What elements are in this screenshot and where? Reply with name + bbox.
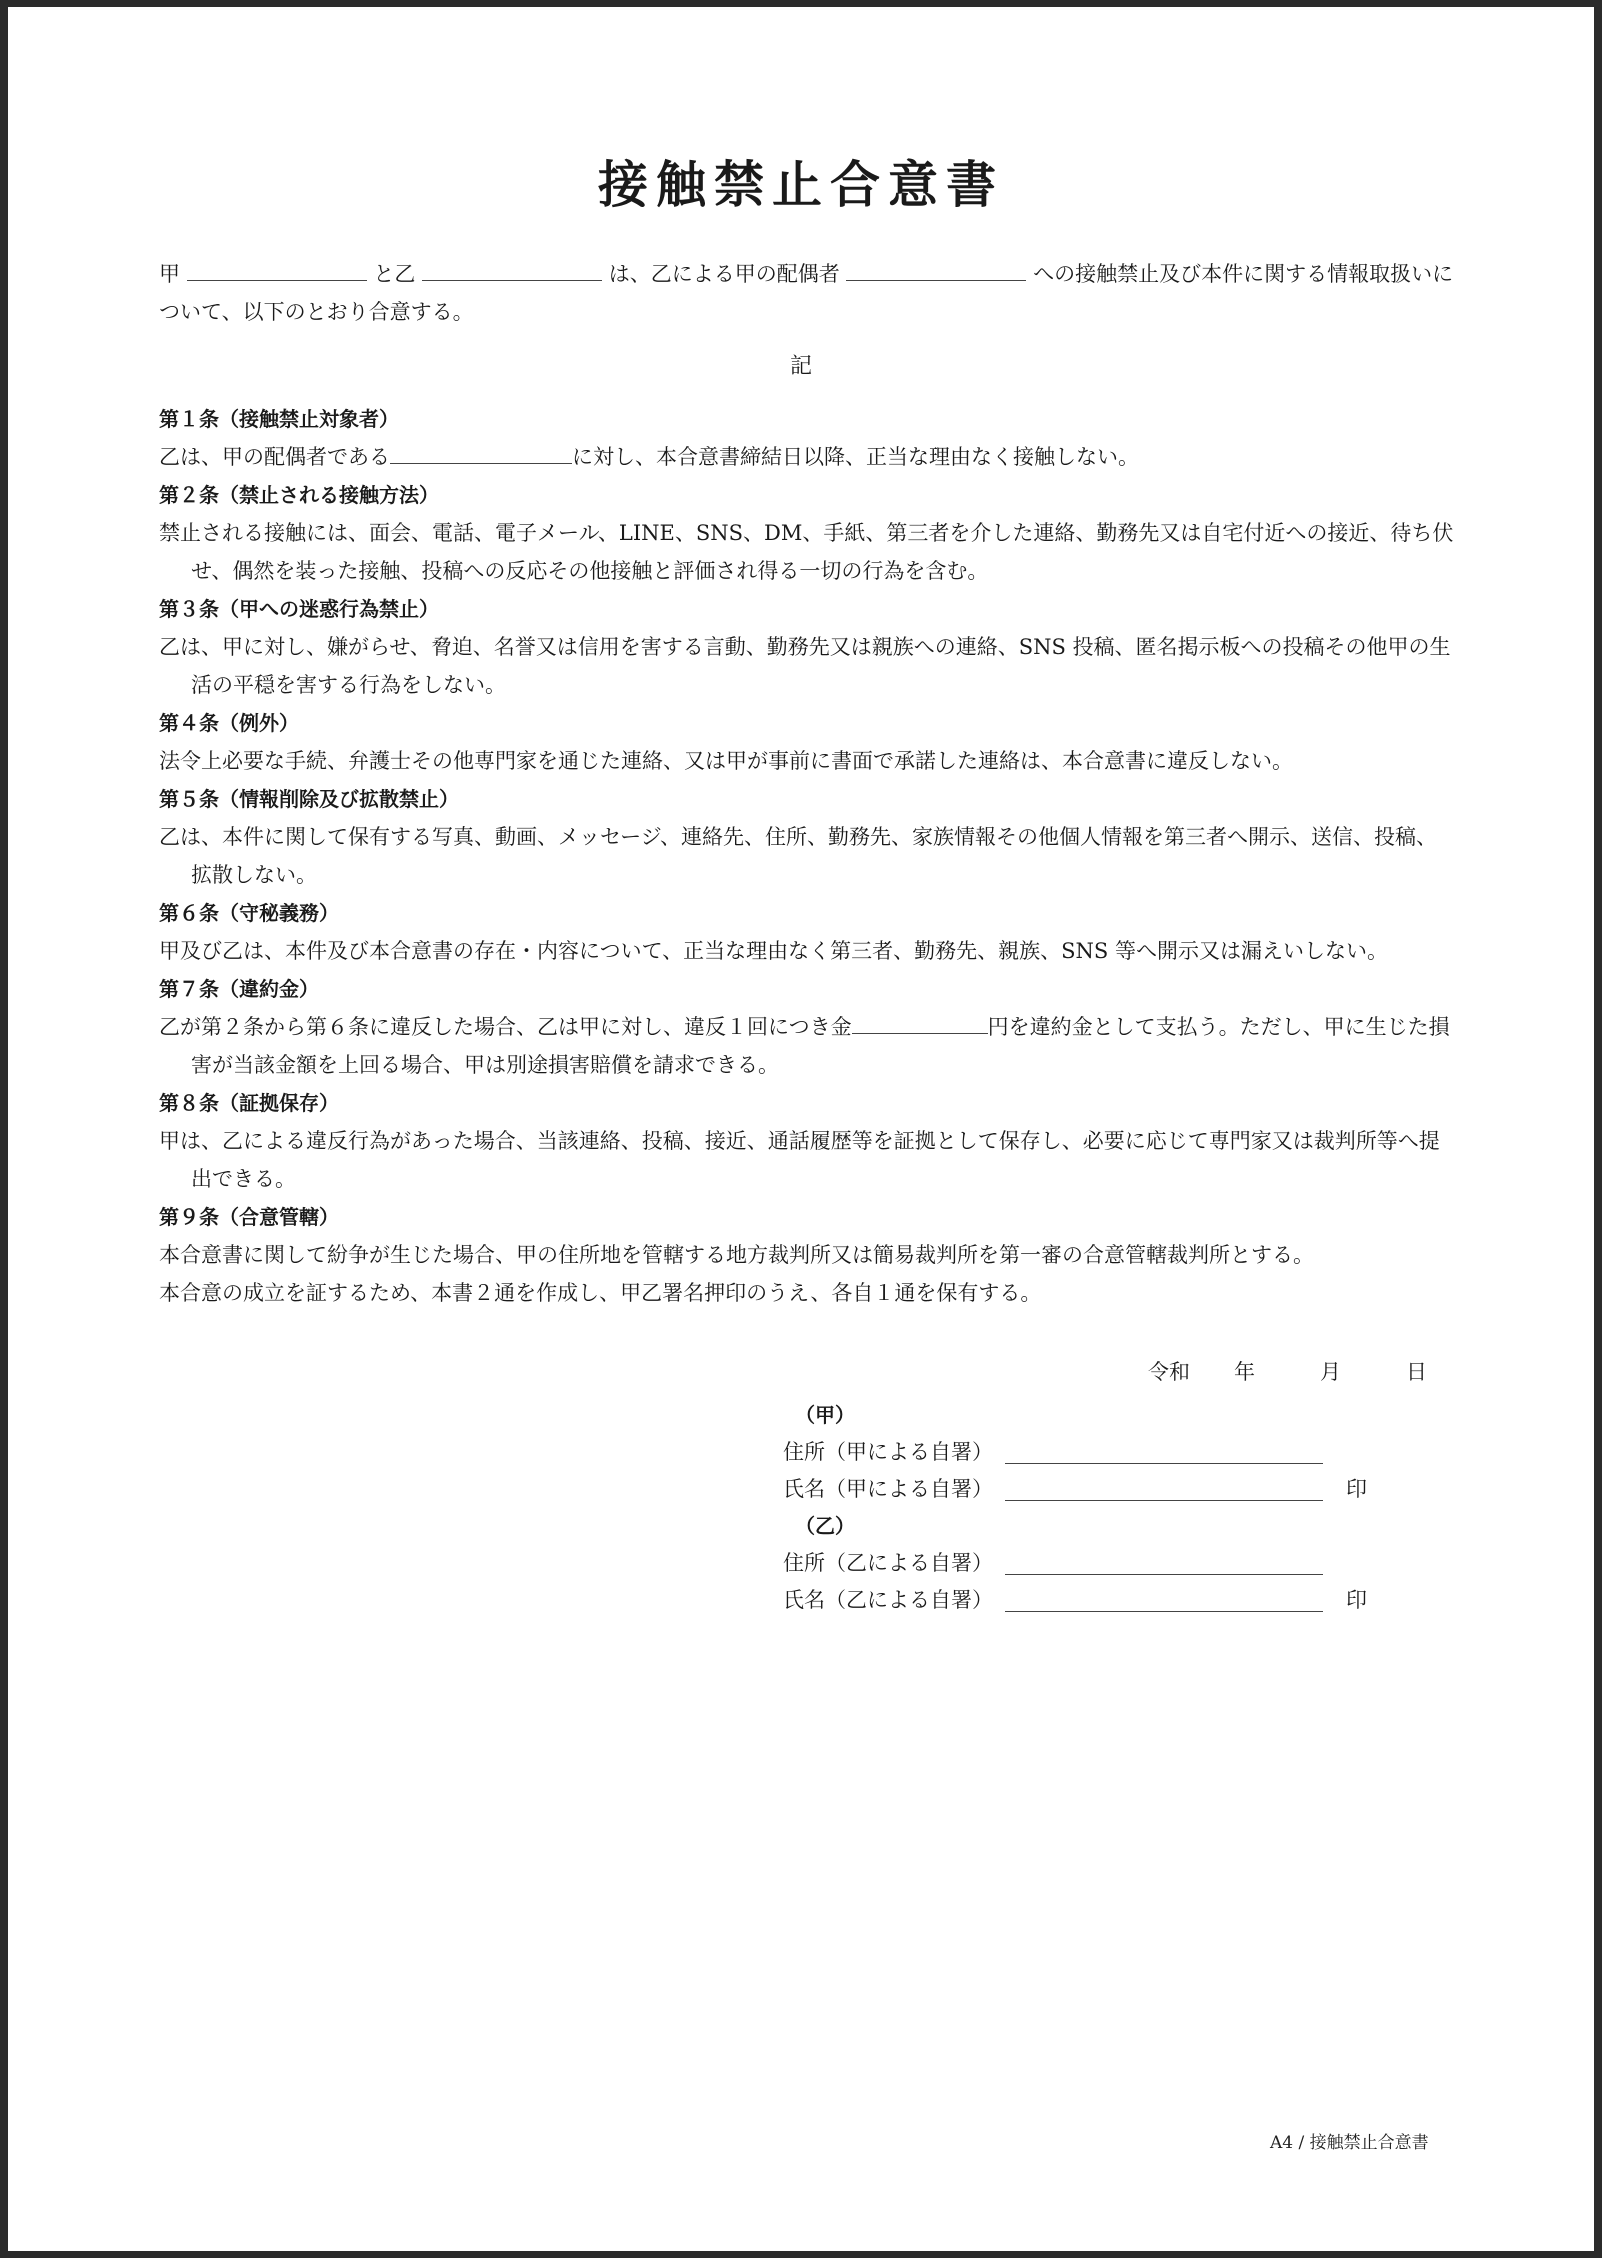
intro-paragraph <box>159 255 1454 331</box>
party-a-blank[interactable] <box>187 258 367 281</box>
article-heading: 第６条（守秘義務） <box>159 901 339 925</box>
party-b-name-label: 氏名（乙による自署） <box>783 1588 993 1612</box>
article-heading: 第５条（情報削除及び拡散禁止） <box>159 787 459 811</box>
article-heading: 第２条（禁止される接触方法） <box>159 483 439 507</box>
article-6 <box>159 894 1454 970</box>
date-month: 月 <box>1320 1360 1341 1384</box>
signature-block <box>783 1397 1367 1619</box>
party-b-label: （乙） <box>795 1514 855 1538</box>
article-1 <box>159 400 1454 476</box>
article-body: 甲及び乙は、本件及び本合意書の存在・内容について、正当な理由なく第三者、勤務先、親族、SNS 等へ開示又は漏えいしない。 <box>159 939 1388 963</box>
party-a-label: （甲） <box>795 1403 855 1427</box>
party-a-name-label: 氏名（甲による自署） <box>783 1477 993 1501</box>
intro-text-2: と乙 <box>373 262 416 286</box>
article-body: 禁止される接触には、面会、電話、電子メール、LINE、SNS、DM、手紙、第三者を介した連絡、勤務先又は自宅付近への接近、待ち伏せ、偶然を装った接触、投稿への反応その他接触と評価され得る一切の行為を含む。 <box>159 521 1454 583</box>
articles-list <box>159 400 1454 1312</box>
article-heading: 第７条（違約金） <box>159 977 319 1001</box>
article-body <box>159 438 1454 476</box>
article-heading: 第４条（例外） <box>159 711 299 735</box>
article-4 <box>159 704 1454 780</box>
date-day: 日 <box>1406 1360 1427 1384</box>
party-a-seal: 印 <box>1346 1477 1367 1501</box>
article-3 <box>159 590 1454 704</box>
date-line <box>1148 1357 1427 1387</box>
intro-text-3: は、乙による甲の配偶者 <box>608 262 840 286</box>
page-footer: A4 / 接触禁止合意書 <box>1270 2133 1429 2153</box>
article-body-text: 円を違約金として支払う。ただし、甲に生じた損害が当該金額を上回る場合、甲は別途損害賠償を請求できる。 <box>191 1015 1450 1077</box>
article-body: 本合意書に関して紛争が生じた場合、甲の住所地を管轄する地方裁判所又は簡易裁判所を第一審の合意管轄裁判所とする。 <box>159 1243 1314 1267</box>
date-year: 年 <box>1234 1360 1255 1384</box>
article-body-text: 乙は、甲の配偶者である <box>159 445 390 469</box>
party-a-name-row <box>783 1471 1367 1508</box>
article-8 <box>159 1084 1454 1198</box>
article-body: 乙は、本件に関して保有する写真、動画、メッセージ、連絡先、住所、勤務先、家族情報その他個人情報を第三者へ開示、送信、投稿、拡散しない。 <box>159 825 1438 887</box>
party-b-address-label: 住所（乙による自署） <box>783 1551 993 1575</box>
article-heading: 第９条（合意管轄） <box>159 1205 339 1229</box>
article-body: 乙は、甲に対し、嫌がらせ、脅迫、名誉又は信用を害する言動、勤務先又は親族への連絡、SNS 投稿、匿名掲示板への投稿その他甲の生活の平穏を害する行為をしない。 <box>159 635 1451 697</box>
spouse-blank[interactable] <box>846 258 1026 281</box>
article-heading: 第８条（証拠保存） <box>159 1091 339 1115</box>
document-title: 接触禁止合意書 <box>598 155 1004 214</box>
article-5 <box>159 780 1454 894</box>
article-body-text: 乙が第２条から第６条に違反した場合、乙は甲に対し、違反１回につき金 <box>159 1015 852 1039</box>
party-a-address-row <box>783 1434 993 1471</box>
closing-statement: 本合意の成立を証するため、本書２通を作成し、甲乙署名押印のうえ、各自１通を保有する。 <box>159 1281 1042 1305</box>
article-7 <box>159 970 1454 1084</box>
party-a-address-line[interactable] <box>1005 1463 1323 1464</box>
party-a-address-label: 住所（甲による自署） <box>783 1440 993 1464</box>
party-b-name-line[interactable] <box>1005 1611 1323 1612</box>
article-heading: 第１条（接触禁止対象者） <box>159 407 399 431</box>
article-body <box>159 1008 1454 1084</box>
article-body-text: に対し、本合意書締結日以降、正当な理由なく接触しない。 <box>572 445 1139 469</box>
spouse-name-blank[interactable] <box>390 441 572 464</box>
party-b-name-row <box>783 1582 1367 1619</box>
intro-text-4: への接触禁止及び本件に関する情報取扱いについて、以下のとおり合意する。 <box>159 262 1454 324</box>
party-b-blank[interactable] <box>422 258 602 281</box>
article-body: 甲は、乙による違反行為があった場合、当該連絡、投稿、接近、通話履歴等を証拠として保存し、必要に応じて専門家又は裁判所等へ提出できる。 <box>159 1129 1440 1191</box>
party-a-name-line[interactable] <box>1005 1500 1323 1501</box>
article-2 <box>159 476 1454 590</box>
party-b-address-line[interactable] <box>1005 1574 1323 1575</box>
article-heading: 第３条（甲への迷惑行為禁止） <box>159 597 439 621</box>
article-9 <box>159 1198 1454 1274</box>
document-page <box>8 7 1594 2251</box>
date-era: 令和 <box>1148 1360 1190 1384</box>
party-b-seal: 印 <box>1346 1588 1367 1612</box>
ki-heading: 記 <box>789 354 812 379</box>
article-body: 法令上必要な手続、弁護士その他専門家を通じた連絡、又は甲が事前に書面で承諾した連絡は、本合意書に違反しない。 <box>159 749 1293 773</box>
party-b-address-row <box>783 1545 993 1582</box>
penalty-amount-blank[interactable] <box>852 1011 988 1034</box>
intro-text-1: 甲 <box>159 262 180 286</box>
